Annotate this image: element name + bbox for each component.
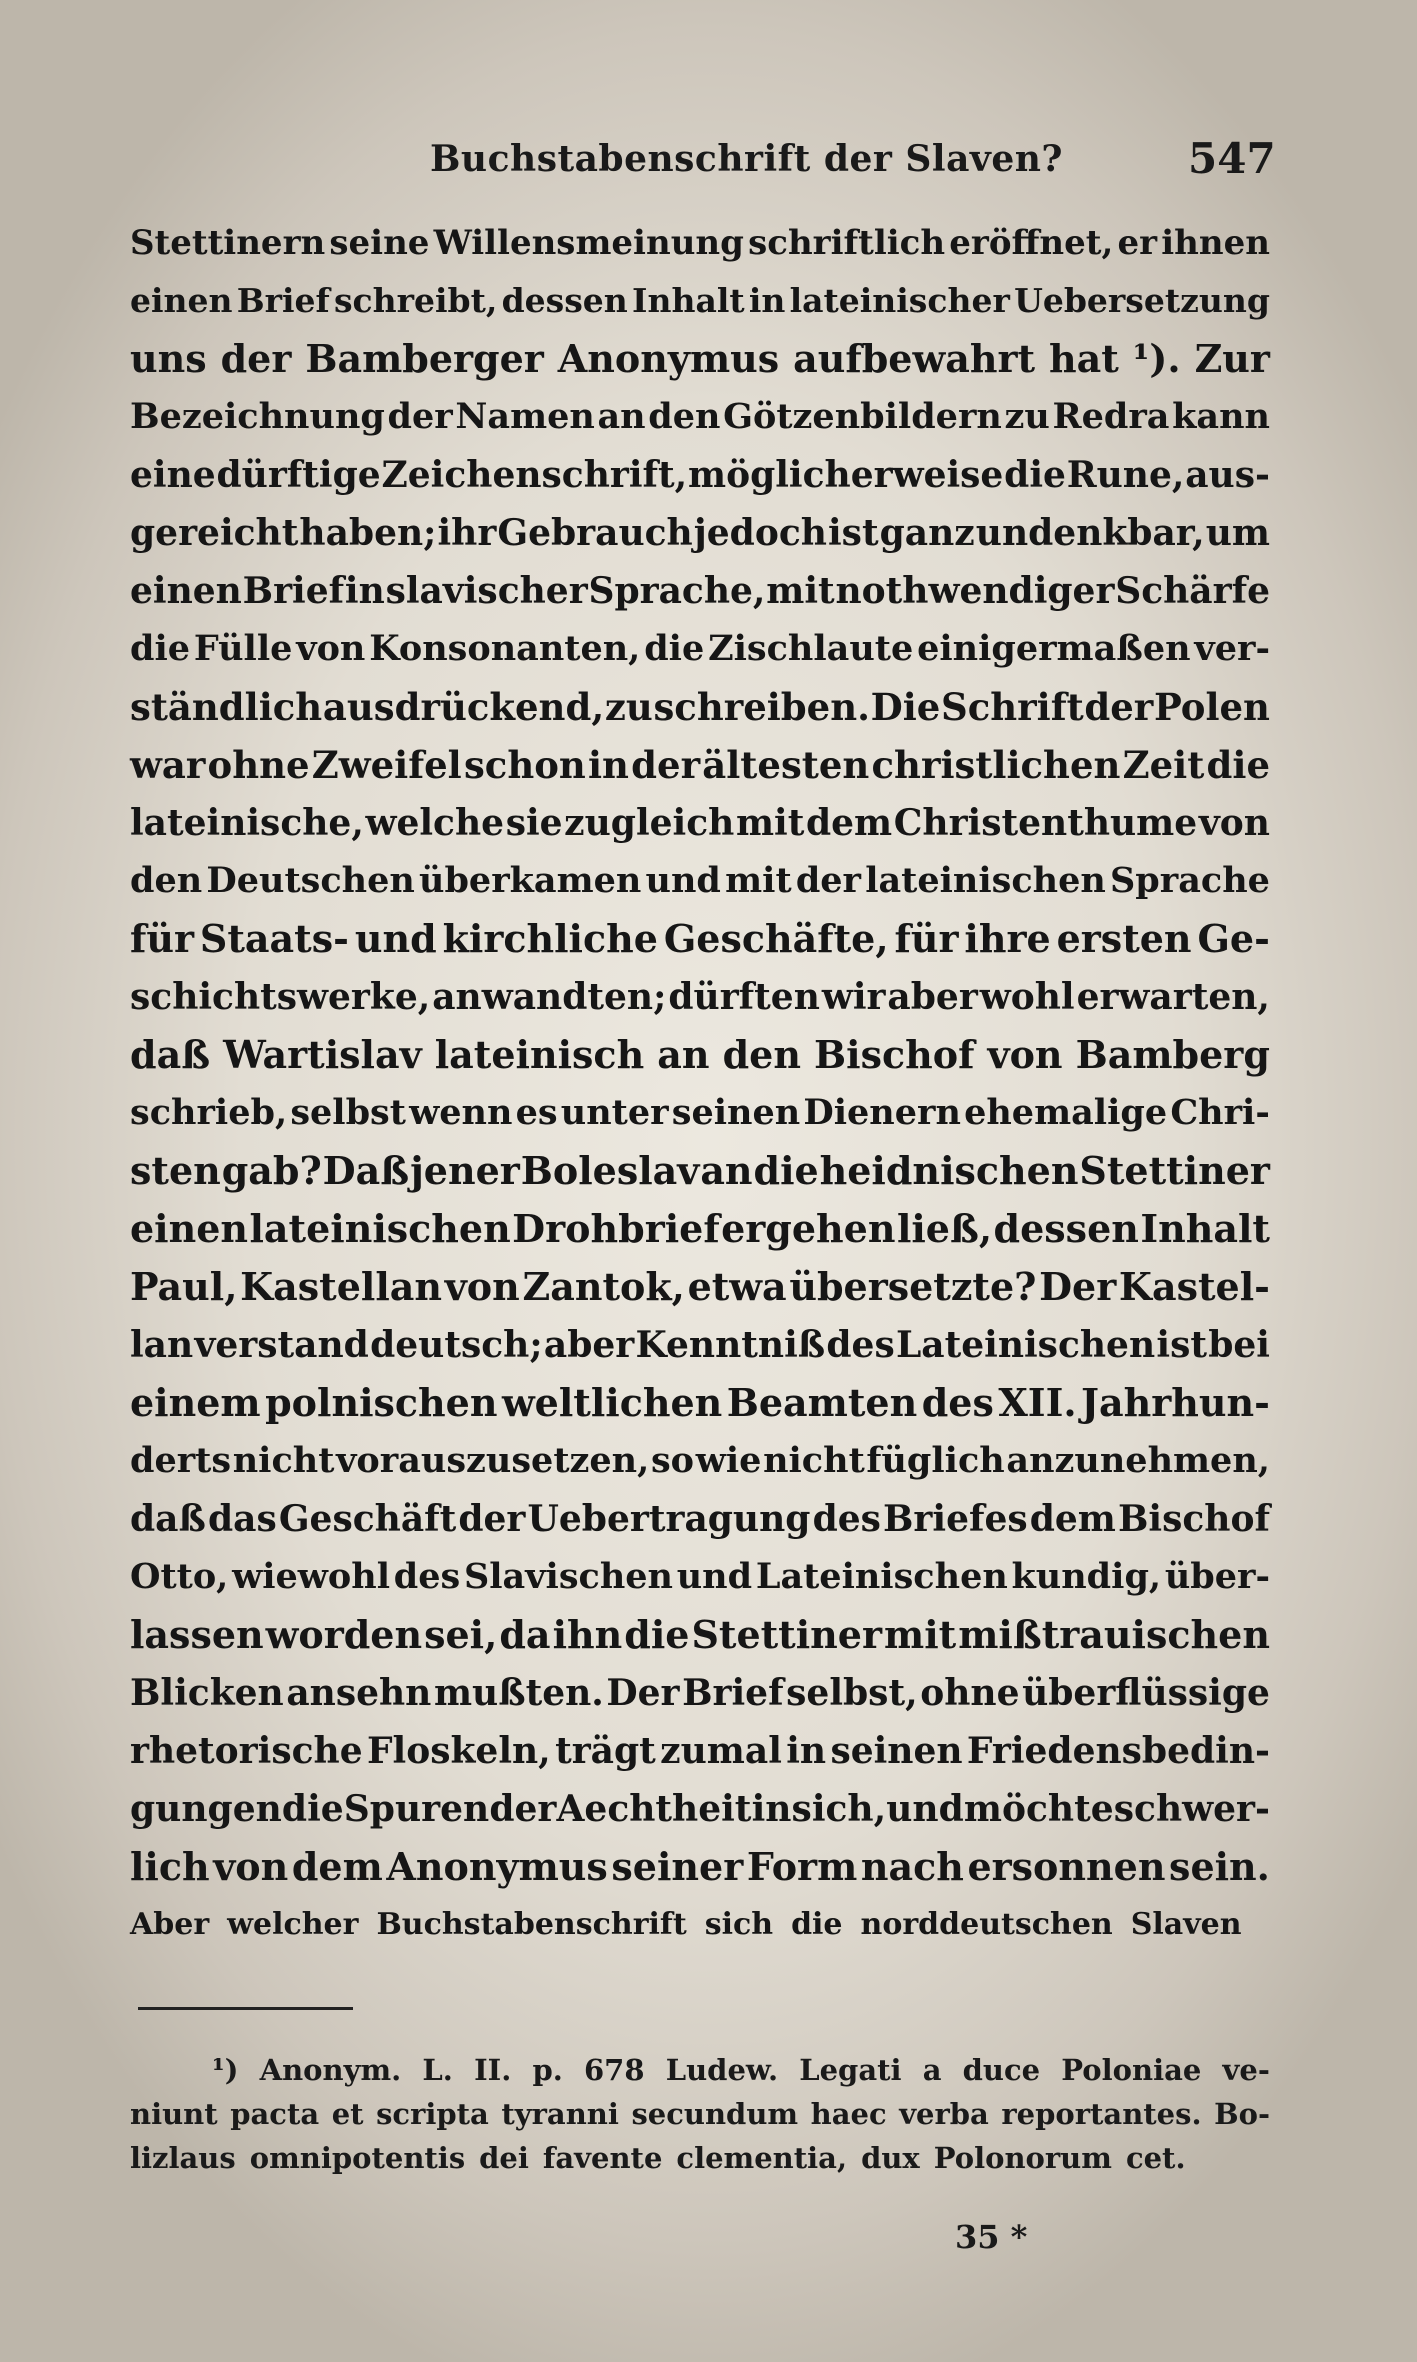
text-line: die Fülle von Konsonanten, die Zischlaute einigermaßen ver- — [130, 628, 1270, 669]
text-line: gungen die Spuren der Aechtheit in sich, und möchte schwer- — [130, 1788, 1270, 1830]
text-line: Blicken ansehn mußten. Der Brief selbst, ohne überflüssige — [130, 1672, 1270, 1714]
text-line: einen lateinischen Drohbrief ergehen ließ, dessen Inhalt — [130, 1206, 1270, 1251]
text-line: einen Brief in slavischer Sprache, mit nothwendiger Schärfe — [130, 570, 1270, 612]
page-number: 547 — [1188, 134, 1276, 183]
footnote-line: lizlaus omnipotentis dei favente clementia, dux Polonorum cet. — [130, 2141, 1186, 2175]
text-line: Stettinern seine Willensmeinung schriftlich eröffnet, er ihnen — [130, 223, 1270, 263]
body-text — [130, 214, 1270, 1954]
text-line: lateinische, welche sie zugleich mit dem Christenthume von — [130, 802, 1270, 844]
text-line: Bezeichnung der Namen an den Götzenbildern zu Redra kann — [130, 396, 1270, 437]
text-line: Aber welcher Buchstabenschrift sich die norddeutschen Slaven — [130, 1907, 1242, 1942]
text-line: lassen worden sei, da ihn die Stettiner mit mißtrauischen — [130, 1612, 1270, 1657]
footnote — [130, 2048, 1270, 2180]
running-head — [0, 132, 1417, 192]
text-line: daß das Geschäft der Uebertragung des Briefes dem Bischof — [130, 1498, 1270, 1540]
text-line: daß Wartislav lateinisch an den Bischof von Bamberg — [130, 1032, 1270, 1077]
text-line: sten gab? Daß jener Boleslav an die heidnischen Stettiner — [130, 1148, 1270, 1193]
footnote-line: niunt pacta et scripta tyranni secundum haec verba reportantes. Bo- — [130, 2097, 1270, 2131]
text-line: ständlich ausdrückend, zu schreiben. Die Schrift der Polen — [130, 685, 1270, 729]
text-line: war ohne Zweifel schon in der ältesten christlichen Zeit die — [130, 743, 1270, 787]
text-line: für Staats- und kirchliche Geschäfte, für ihre ersten Ge- — [130, 916, 1270, 961]
text-line: schichtswerke, anwandten; dürften wir aber wohl erwarten, — [130, 976, 1270, 1018]
text-line: eine dürftige Zeichenschrift, möglicherweise die Rune, aus- — [130, 454, 1270, 496]
text-line: Paul, Kastellan von Zantok, etwa übersetzte? Der Kastel- — [130, 1264, 1270, 1309]
text-line: schrieb, selbst wenn es unter seinen Dienern ehemalige Chri- — [130, 1092, 1270, 1133]
text-line: rhetorische Floskeln, trägt zumal in seinen Friedensbedin- — [130, 1730, 1270, 1772]
running-title: Buchstabenschrift der Slaven? — [430, 138, 1063, 180]
text-line: einem polnischen weltlichen Beamten des XII. Jahrhun- — [130, 1380, 1270, 1425]
text-line: Otto, wiewohl des Slavischen und Lateinischen kundig, über- — [130, 1556, 1270, 1597]
text-line: einen Brief schreibt, dessen Inhalt in lateinischer Uebersetzung — [130, 281, 1270, 320]
footnote-rule — [138, 2007, 353, 2010]
text-line: uns der Bamberger Anonymus aufbewahrt hat ¹). Zur — [130, 336, 1270, 381]
text-line: lich von dem Anonymus seiner Form nach ersonnen sein. — [130, 1844, 1270, 1889]
footnote-line: ¹) Anonym. L. II. p. 678 Ludew. Legati a duce Poloniae ve- — [212, 2053, 1270, 2087]
text-line: derts nicht vorauszusetzen, so wie nicht füglich anzunehmen, — [130, 1440, 1270, 1481]
text-line: lan verstand deutsch; aber Kenntniß des Lateinischen ist bei — [130, 1324, 1270, 1366]
signature-mark: 35 * — [955, 2218, 1028, 2256]
text-line: gereicht haben; ihr Gebrauch jedoch ist ganz undenkbar, um — [130, 512, 1270, 554]
text-line: den Deutschen überkamen und mit der lateinischen Sprache — [130, 860, 1270, 901]
